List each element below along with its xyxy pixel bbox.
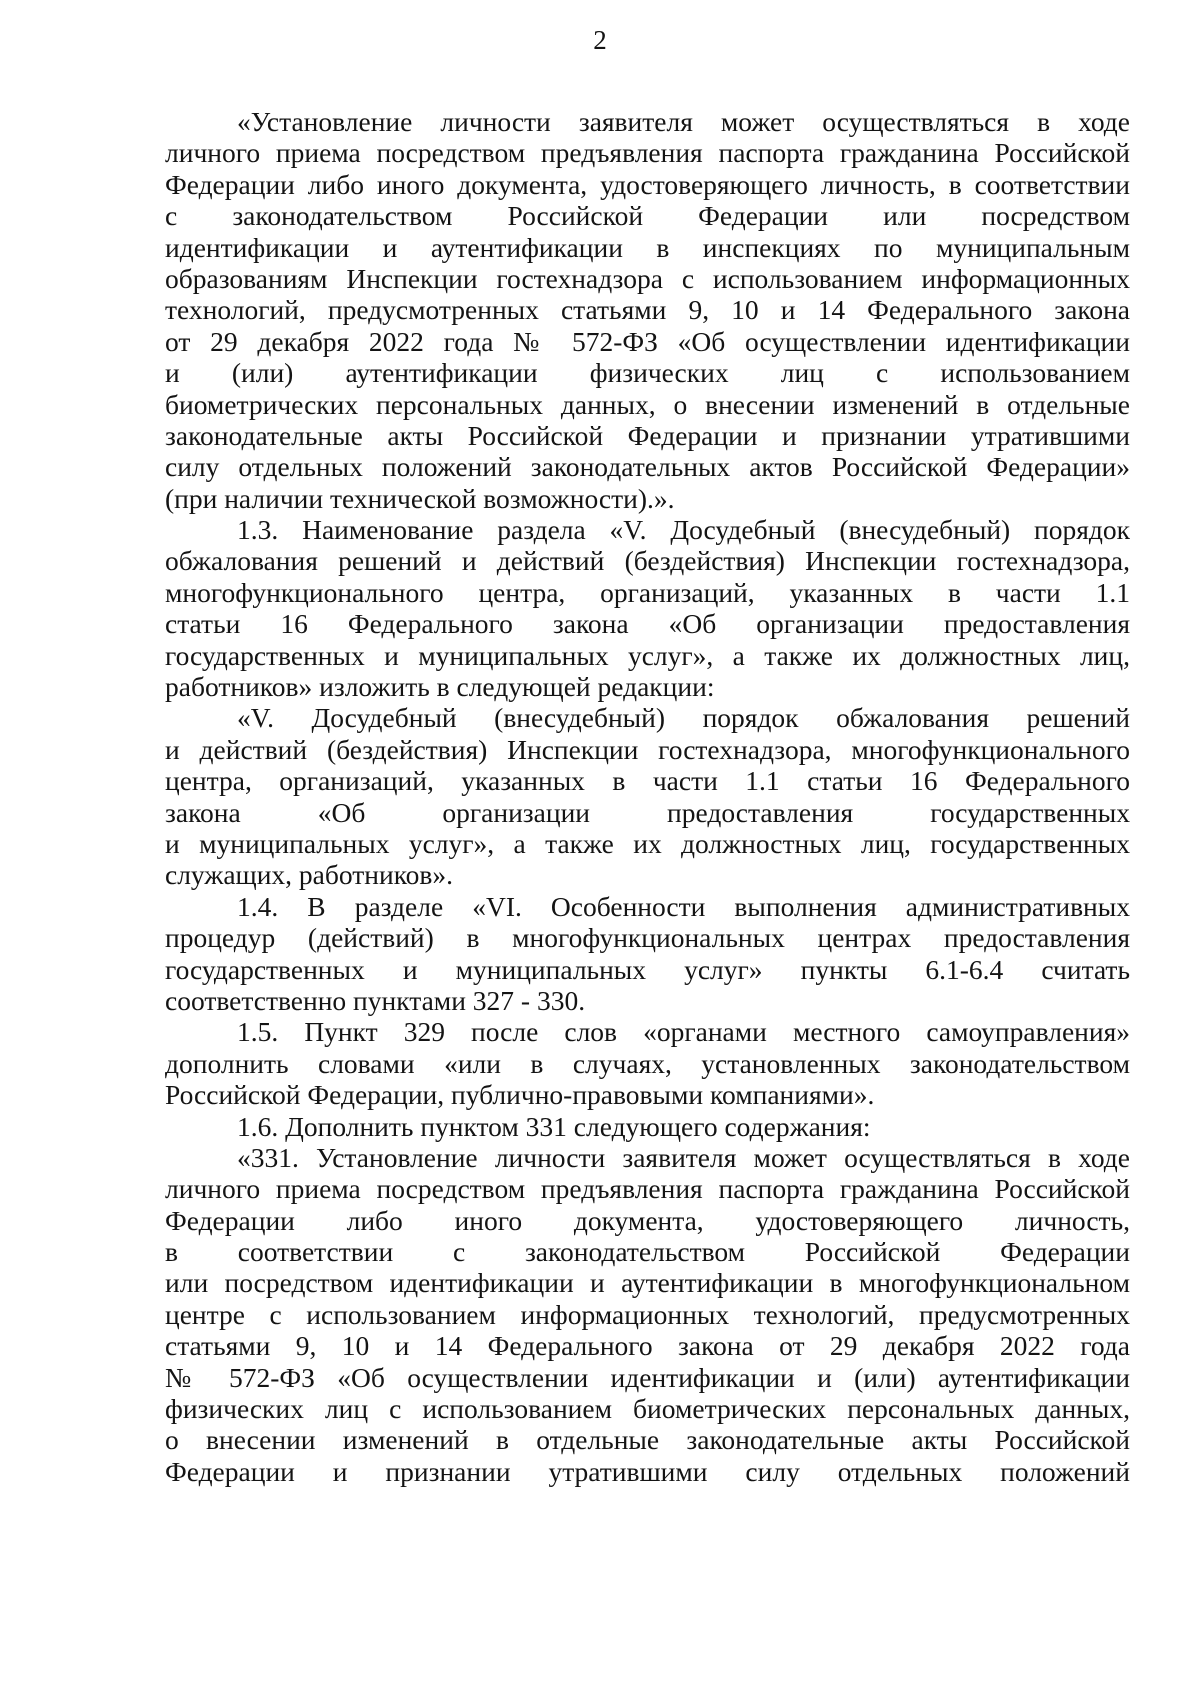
text-line: государственных и муниципальных услуг» пункты 6.1-6.4 считать (165, 953, 1130, 985)
text-line: соответственно пунктами 327 - 330. (165, 984, 586, 1016)
text-line: работников» изложить в следующей редакции: (165, 671, 715, 703)
text-line: идентификации и аутентификации в инспекциях по муниципальным (165, 231, 1130, 263)
text-line: центре с использованием информационных технологий, предусмотренных (165, 1298, 1130, 1330)
text-line: физических лиц с использованием биометрических персональных данных, (165, 1393, 1130, 1425)
text-line: образованиям Инспекции гостехнадзора с использованием информационных (165, 262, 1130, 294)
text-line: в соответствии с законодательством Российской Федерации (165, 1236, 1130, 1268)
text-line: о внесении изменений в отдельные законодательные акты Российской (165, 1424, 1130, 1456)
paragraph-1-3 (165, 514, 1130, 702)
text-line: «V. Досудебный (внесудебный) порядок обжалования решений (237, 702, 1130, 734)
text-line: Российской Федерации, публично-правовыми компаниями». (165, 1079, 875, 1111)
paragraph-quote-identification-inspections (165, 106, 1130, 514)
text-line: личного приема посредством предъявления паспорта гражданина Российской (165, 137, 1130, 169)
paragraph-1-4 (165, 891, 1130, 1017)
text-line: от 29 декабря 2022 года № 572-ФЗ «Об осуществлении идентификации (165, 325, 1130, 357)
text-line: и муниципальных услуг», а также их должностных лиц, государственных (165, 827, 1130, 859)
text-line: процедур (действий) в многофункциональных центрах предоставления (165, 922, 1130, 954)
text-line: 1.3. Наименование раздела «V. Досудебный (внесудебный) порядок (237, 514, 1130, 546)
text-line: 1.4. В разделе «VI. Особенности выполнения административных (237, 890, 1130, 922)
text-line: или посредством идентификации и аутентификации в многофункциональном (165, 1267, 1130, 1299)
paragraph-331 (165, 1142, 1130, 1487)
text-line: 1.6. Дополнить пунктом 331 следующего содержания: (237, 1110, 871, 1142)
text-line: обжалования решений и действий (бездействия) Инспекции гостехнадзора, (165, 545, 1130, 577)
paragraph-section-v-title (165, 702, 1130, 890)
document-body (165, 106, 1130, 1487)
paragraph-1-5 (165, 1016, 1130, 1110)
text-line: законодательные акты Российской Федерации и признании утратившими (165, 419, 1130, 451)
text-line: Федерации и признании утратившими силу отдельных положений (165, 1455, 1130, 1487)
text-line: «331. Установление личности заявителя может осуществляться в ходе (237, 1141, 1130, 1173)
text-line: с законодательством Российской Федерации или посредством (165, 200, 1130, 232)
text-line: многофункционального центра, организаций, указанных в части 1.1 (165, 576, 1130, 608)
text-line: Федерации либо иного документа, удостоверяющего личность, (165, 1204, 1130, 1236)
text-line: государственных и муниципальных услуг», а также их должностных лиц, (165, 639, 1130, 671)
text-line: личного приема посредством предъявления паспорта гражданина Российской (165, 1173, 1130, 1205)
text-line: (при наличии технической возможности).». (165, 482, 675, 514)
text-line: служащих, работников». (165, 859, 454, 891)
text-line: статьи 16 Федерального закона «Об организации предоставления (165, 608, 1130, 640)
text-line: биометрических персональных данных, о внесении изменений в отдельные (165, 388, 1130, 420)
text-line: технологий, предусмотренных статьями 9, 10 и 14 Федерального закона (165, 294, 1130, 326)
text-line: статьями 9, 10 и 14 Федерального закона от 29 декабря 2022 года (165, 1330, 1130, 1362)
page-number: 2 (593, 25, 607, 55)
text-line: № 572-ФЗ «Об осуществлении идентификации и (или) аутентификации (165, 1361, 1130, 1393)
paragraph-1-6 (165, 1111, 1130, 1142)
text-line: «Установление личности заявителя может осуществляться в ходе (237, 106, 1130, 137)
text-line: закона «Об организации предоставления государственных (165, 796, 1130, 828)
text-line: центра, организаций, указанных в части 1.1 статьи 16 Федерального (165, 765, 1130, 797)
text-line: дополнить словами «или в случаях, установленных законодательством (165, 1047, 1130, 1079)
text-line: силу отдельных положений законодательных актов Российской Федерации» (165, 451, 1130, 483)
text-line: и (или) аутентификации физических лиц с использованием (165, 357, 1130, 389)
text-line: Федерации либо иного документа, удостоверяющего личность, в соответствии (165, 168, 1130, 200)
text-line: 1.5. Пункт 329 после слов «органами местного самоуправления» (237, 1016, 1130, 1048)
text-line: и действий (бездействия) Инспекции гостехнадзора, многофункционального (165, 733, 1130, 765)
